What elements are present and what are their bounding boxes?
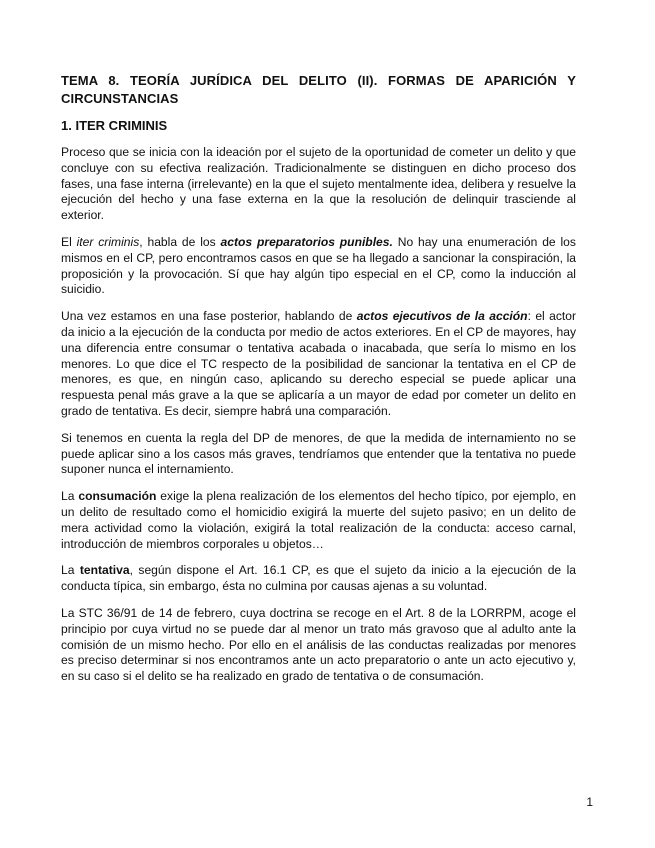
consumacion-term: consumación xyxy=(78,489,157,504)
text-run: , habla de los xyxy=(139,234,221,249)
paragraph-6 xyxy=(61,563,576,595)
paragraph-4: Si tenemos en cuenta la regla del DP de menores, de que la medida de internamiento no se puede aplicar sino a los casos más graves, tendríamos que entender que la tentativa no puede suponer nunca el internamiento. xyxy=(61,430,576,477)
text-run: exige la plena realización de los elementos del hecho típico, por ejemplo, en un delito de resultado como el homicidio exigirá la muerte del sujeto pasivo; en un delito de mera actividad como la violación, exigirá la total realización de la conducta: acceso carnal, introducción de miembros corporales u objetos… xyxy=(61,489,576,551)
text-run: La xyxy=(61,563,80,578)
tentativa-term: tentativa xyxy=(79,563,130,578)
page-number: 1 xyxy=(586,795,593,809)
document-body xyxy=(61,72,576,696)
text-run: : el actor da inicio a la ejecución de la conducta por medio de actos exteriores. En el CP de mayores, hay una diferencia entre consumar o tentativa acabada o inacabada, que sería lo mismo en los menores. Lo que dice el TC respecto de la posibilidad de sancionar la tentativa en el CP de menores, es que, en ningún caso, aplicando su derecho especial se puede aplicar una respuesta penal más grave a la que se aplicaría a un mayor de edad por cometer un delito en grado de tentativa. Es decir, siempre habrá una comparación. xyxy=(61,309,577,418)
document-title: TEMA 8. TEORÍA JURÍDICA DEL DELITO (II). FORMAS DE APARICIÓN Y CIRCUNSTANCIAS xyxy=(61,73,576,106)
paragraph-1: Proceso que se inicia con la ideación por el sujeto de la oportunidad de cometer un delito y que concluye con su efectiva realización. Tradicionalmente se distinguen en dicho proceso dos fases, una fase interna (irrelevante) en la que el sujeto mentalmente idea, delibera y resuelve la ejecución del hecho y una fase externa en la que la resolución de delinquir trasciende al exterior. xyxy=(61,145,576,223)
paragraph-7: La STC 36/91 de 14 de febrero, cuya doctrina se recoge en el Art. 8 de la LORRPM, acoge el principio por cuya virtud no se puede dar al menor un trato más gravoso que al adulto ante la comisión de un mismo hecho. Por ello en el análisis de las conductas realizadas por menores es preciso determinar si nos encontramos ante un acto preparatorio o ante un acto ejecutivo y, en su caso si el delito se ha realizado en grado de tentativa o de consumación. xyxy=(61,605,576,684)
paragraph-3 xyxy=(61,309,576,420)
text-run: No hay una enumeración de los mismos en el CP, pero encontramos casos en que se ha llegado a sancionar la conspiración, la proposición y la provocación. Sí que hay algún tipo especial en el CP, como la inducción al suicidio. xyxy=(61,234,576,297)
section-heading: 1. ITER CRIMINIS xyxy=(61,118,168,133)
actos-ejecutivos-term: actos ejecutivos de la acción xyxy=(356,309,528,324)
text-run: La xyxy=(61,489,79,504)
actos-preparatorios-term: actos preparatorios punibles. xyxy=(220,234,393,249)
text-run: El xyxy=(61,234,77,249)
paragraph-2 xyxy=(61,235,576,298)
iter-criminis-term: iter criminis xyxy=(76,234,140,249)
paragraph-5 xyxy=(61,489,576,552)
text-run: , según dispone el Art. 16.1 CP, es que el sujeto da inicio a la ejecución de la conducta típica, sin embargo, ésta no culmina por causas ajenas a su voluntad. xyxy=(61,563,577,594)
text-run: Una vez estamos en una fase posterior, hablando de xyxy=(61,309,357,324)
